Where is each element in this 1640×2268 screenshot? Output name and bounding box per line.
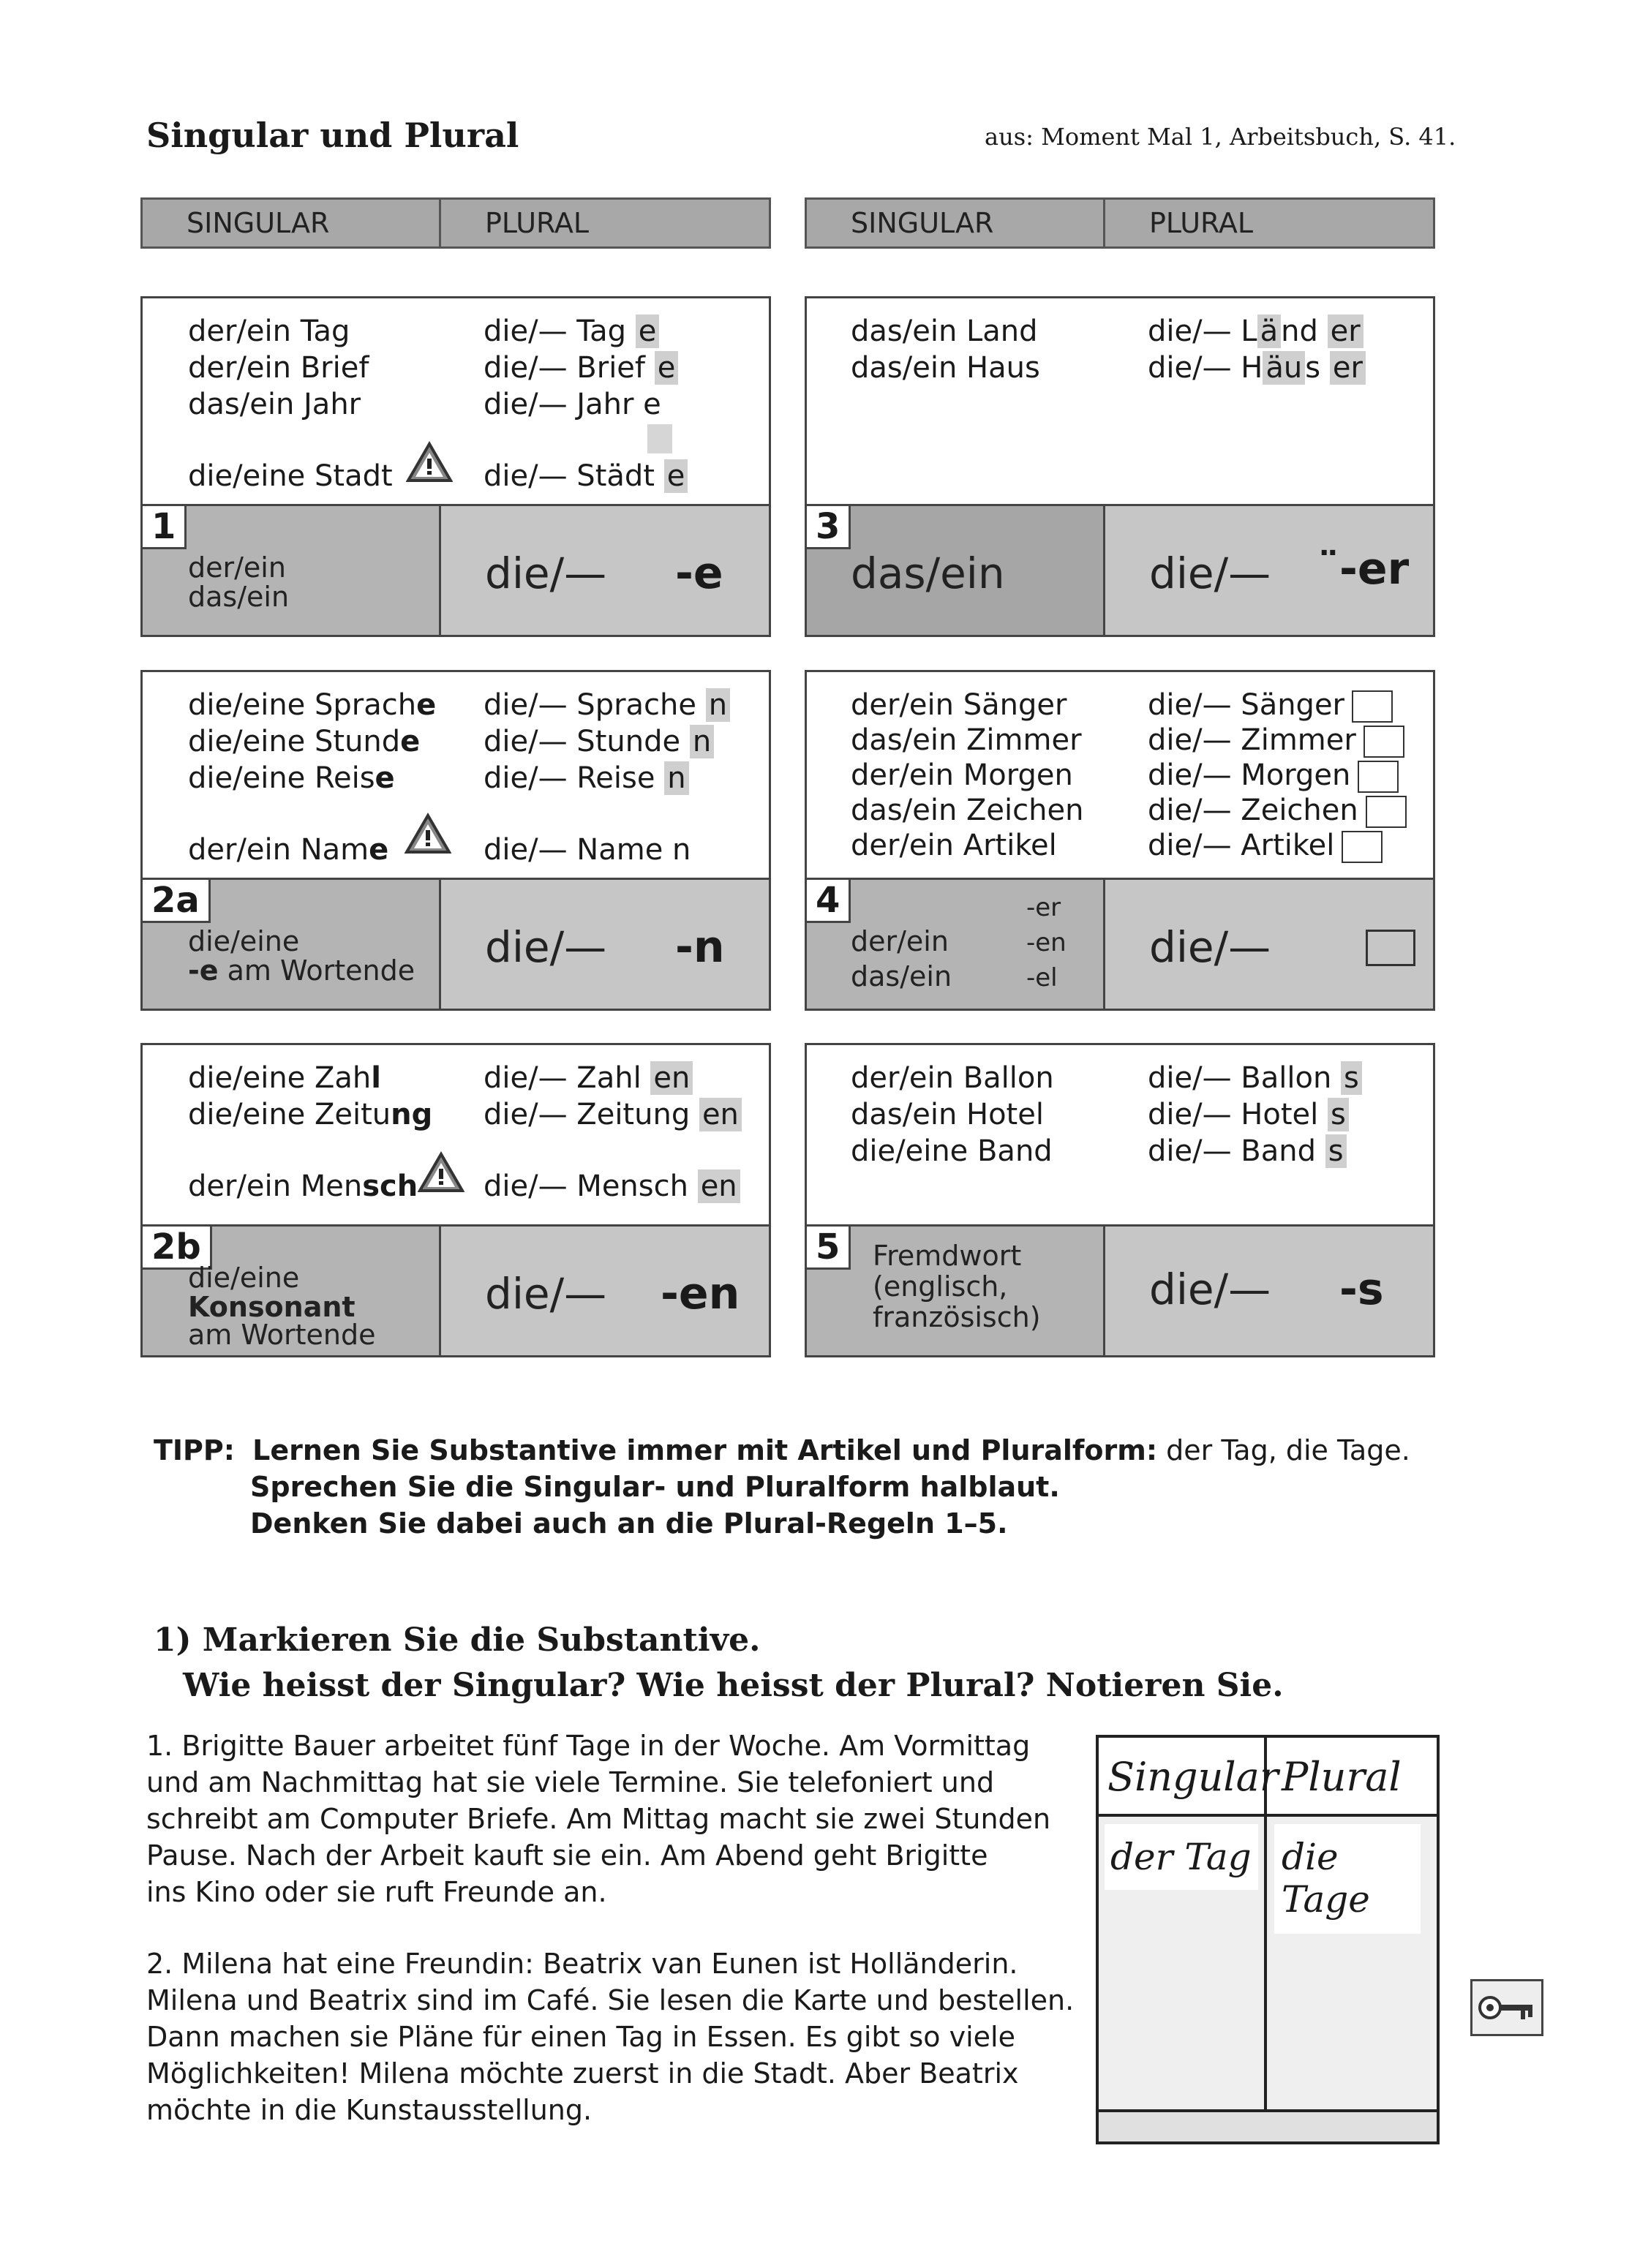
rule2a-summary: [143, 878, 769, 1009]
rule1-sg-row: das/ein Jahr: [188, 388, 361, 421]
rule4-pl-row: die/— Zimmer: [1148, 722, 1404, 758]
exercise-title: 1) Markieren Sie die Substantive. Wie heisst der Singular? Wie heisst der Plural? Notieren Sie.: [154, 1621, 1284, 1704]
rule4-suffix: -en: [1026, 928, 1067, 957]
rule4-form: die/—: [1149, 922, 1271, 972]
rule2b-condition: am Wortende: [188, 1319, 376, 1351]
key-icon[interactable]: [1470, 1979, 1543, 2036]
rule2b-form: die/—: [485, 1269, 607, 1319]
answer-notebook: [1096, 1735, 1440, 2144]
rule2b-summary: [143, 1224, 769, 1355]
rule3-sg-row: das/ein Haus: [851, 351, 1040, 385]
rule3-sg-row: das/ein Land: [851, 314, 1038, 348]
rule2a-form: die/—: [485, 922, 607, 972]
warning-icon: [405, 813, 451, 855]
rule5-sg-row: die/eine Band: [851, 1134, 1053, 1168]
rule2a-ending: -n: [675, 922, 725, 973]
answer-checkbox[interactable]: [1342, 831, 1383, 863]
rule3-pl-row: die/— L ä nd er: [1148, 313, 1363, 350]
rule2b-pl-row: die/— Zahl en: [484, 1060, 693, 1096]
rule3-pl-row: die/— H äu s er: [1148, 350, 1366, 386]
table-header-left: [140, 197, 771, 249]
notebook-col-plural: Plural: [1282, 1754, 1402, 1800]
rule5-sg-row: das/ein Hotel: [851, 1098, 1044, 1131]
rule3-summary: [807, 504, 1433, 635]
rule4-sg-row: das/ein Zimmer: [851, 723, 1082, 757]
header-plural: PLURAL: [439, 200, 589, 246]
rule1-sg-row: der/ein Brief: [188, 351, 369, 385]
rule3-article: das/ein: [851, 549, 1005, 598]
rule4-suffix: -el: [1026, 963, 1058, 992]
notebook-col-singular: Singular: [1107, 1754, 1279, 1800]
rule1-pl-row: die/— Städt e: [484, 458, 688, 494]
rule4-pl-row: die/— Zeichen: [1148, 792, 1407, 829]
answer-checkbox[interactable]: [1352, 690, 1393, 723]
rule2b-pl-row: die/— Mensch en: [484, 1168, 740, 1205]
source-reference: aus: Moment Mal 1, Arbeitsbuch, S. 41.: [985, 123, 1456, 151]
answer-checkbox[interactable]: [1358, 761, 1399, 793]
exercise-text-1: 1. Brigitte Bauer arbeitet fünf Tage in der Woche. Am Vormittag und am Nachmittag hat sie viele Termine. Sie telefoniert und schreibt am Computer Briefe. Am Mittag macht sie zwei Stunden Pause. Nach der Arbeit kauft sie ein. Am Abend geht Brigitte ins Kino oder sie ruft Freunde an.: [146, 1730, 1051, 1908]
rule2a-pl-row: die/— Name n: [484, 833, 691, 867]
rule2a-pl-row: die/— Reise n: [484, 760, 689, 796]
rule1-ending: -e: [675, 548, 723, 599]
rule5-form: die/—: [1149, 1265, 1271, 1314]
rule2b-sg-row: die/eine Zahl: [188, 1061, 381, 1095]
rule4-sg-row: der/ein Artikel: [851, 829, 1057, 862]
rule1-pl-row: die/— Tag e: [484, 313, 659, 350]
rule2a-sg-row: die/eine Sprache: [188, 688, 437, 722]
rule-box-5: [805, 1043, 1435, 1357]
rule1-form: die/—: [485, 549, 607, 598]
rule1-summary: [143, 504, 769, 635]
warning-icon: [406, 441, 453, 483]
tipp-line: TIPP: Lernen Sie Substantive immer mit Artikel und Pluralform: der Tag, die Tage.: [154, 1434, 1410, 1466]
rule4-pl-row: die/— Artikel: [1148, 827, 1383, 864]
rule2a-sg-row: die/eine Reise: [188, 761, 395, 795]
rule1-sg-row: die/eine Stadt: [188, 459, 393, 493]
rule2b-sg-row: die/eine Zeitung: [188, 1098, 433, 1131]
rule1-sg-row: der/ein Tag: [188, 314, 350, 348]
rule-number: 1: [143, 506, 187, 549]
rule-number: 5: [807, 1227, 851, 1270]
rule2a-condition: -e am Wortende: [188, 954, 415, 987]
rule5-summary: [807, 1224, 1433, 1355]
answer-checkbox[interactable]: [1363, 726, 1404, 758]
rule4-sg-row: der/ein Morgen: [851, 758, 1073, 792]
rule5-pl-row: die/— Hotel s: [1148, 1096, 1349, 1133]
table-header-right: [805, 197, 1435, 249]
tipp-label: TIPP:: [154, 1434, 235, 1466]
rule-box-2b: [140, 1043, 771, 1357]
rule5-ending: -s: [1339, 1264, 1384, 1315]
rule2a-sg-row: die/eine Stunde: [188, 725, 421, 758]
answer-checkbox[interactable]: [1366, 796, 1407, 828]
rule2b-sg-row: der/ein Mensch: [188, 1169, 418, 1203]
tipp-line: Denken Sie dabei auch an die Plural-Regeln 1–5.: [250, 1507, 1008, 1540]
rule1-article: der/ein: [188, 551, 286, 584]
rule5-condition: Fremdwort: [873, 1240, 1022, 1272]
rule2a-pl-row: die/— Sprache n: [484, 687, 730, 723]
rule5-condition: französisch): [873, 1301, 1041, 1333]
notebook-example-plural: die Tage: [1282, 1836, 1370, 1921]
rule2a-sg-row: der/ein Name: [188, 833, 389, 867]
answer-checkbox[interactable]: [1366, 930, 1415, 966]
umlaut-marker: [647, 424, 672, 453]
notebook-example-singular: der Tag: [1110, 1836, 1252, 1878]
rule4-summary: [807, 878, 1433, 1009]
rule5-pl-row: die/— Ballon s: [1148, 1060, 1362, 1096]
tipp-line: Sprechen Sie die Singular- und Pluralform halblaut.: [250, 1471, 1060, 1503]
page-title: Singular und Plural: [146, 116, 519, 155]
rule5-pl-row: die/— Band s: [1148, 1133, 1347, 1169]
rule-number: 4: [807, 880, 851, 923]
header-singular: SINGULAR: [851, 207, 994, 239]
rule2b-ending: -en: [661, 1268, 740, 1319]
rule1-pl-row: die/— Brief e: [484, 350, 678, 386]
rule-number: 2b: [143, 1227, 212, 1270]
rule4-sg-row: das/ein Zeichen: [851, 794, 1084, 827]
rule3-ending: ¨-er: [1317, 543, 1410, 595]
exercise-text-2: 2. Milena hat eine Freundin: Beatrix van Eunen ist Holländerin. Milena und Beatrix sind im Café. Sie lesen die Karte und bestellen. Dann machen sie Pläne für einen Tag in Essen. Es gibt so viele Möglichkeiten! Milena möchte zuerst in die Stadt. Aber Beatrix möchte in die Kunstausstellung.: [146, 1948, 1075, 2126]
rule4-article: der/ein: [851, 925, 949, 957]
rule2b-pl-row: die/— Zeitung en: [484, 1096, 742, 1133]
rule-number: 3: [807, 506, 851, 549]
rule2a-pl-row: die/— Stunde n: [484, 723, 714, 760]
tipp-block: [154, 1432, 1410, 1542]
rule4-article: das/ein: [851, 960, 952, 992]
rule-number: 2a: [143, 880, 211, 923]
rule5-condition: (englisch,: [873, 1270, 1008, 1303]
rule-box-3: [805, 296, 1435, 637]
rule2a-article: die/eine: [188, 925, 300, 957]
rule-box-2a: [140, 670, 771, 1011]
warning-icon: [418, 1151, 464, 1194]
header-singular: SINGULAR: [187, 207, 330, 239]
header-plural: PLURAL: [1103, 200, 1253, 246]
rule-box-4: [805, 670, 1435, 1011]
rule4-pl-row: die/— Morgen: [1148, 757, 1399, 794]
rule1-pl-row: die/— Jahr e: [484, 388, 661, 421]
rule2b-article: die/eine: [188, 1262, 300, 1294]
rule5-sg-row: der/ein Ballon: [851, 1061, 1054, 1095]
rule4-suffix: -er: [1026, 893, 1061, 922]
rule4-sg-row: der/ein Sänger: [851, 688, 1067, 722]
rule4-pl-row: die/— Sänger: [1148, 687, 1393, 723]
rule2b-condition: Konsonant: [188, 1291, 356, 1323]
rule1-article: das/ein: [188, 581, 290, 613]
rule-box-1: [140, 296, 771, 637]
rule3-form: die/—: [1149, 549, 1271, 598]
